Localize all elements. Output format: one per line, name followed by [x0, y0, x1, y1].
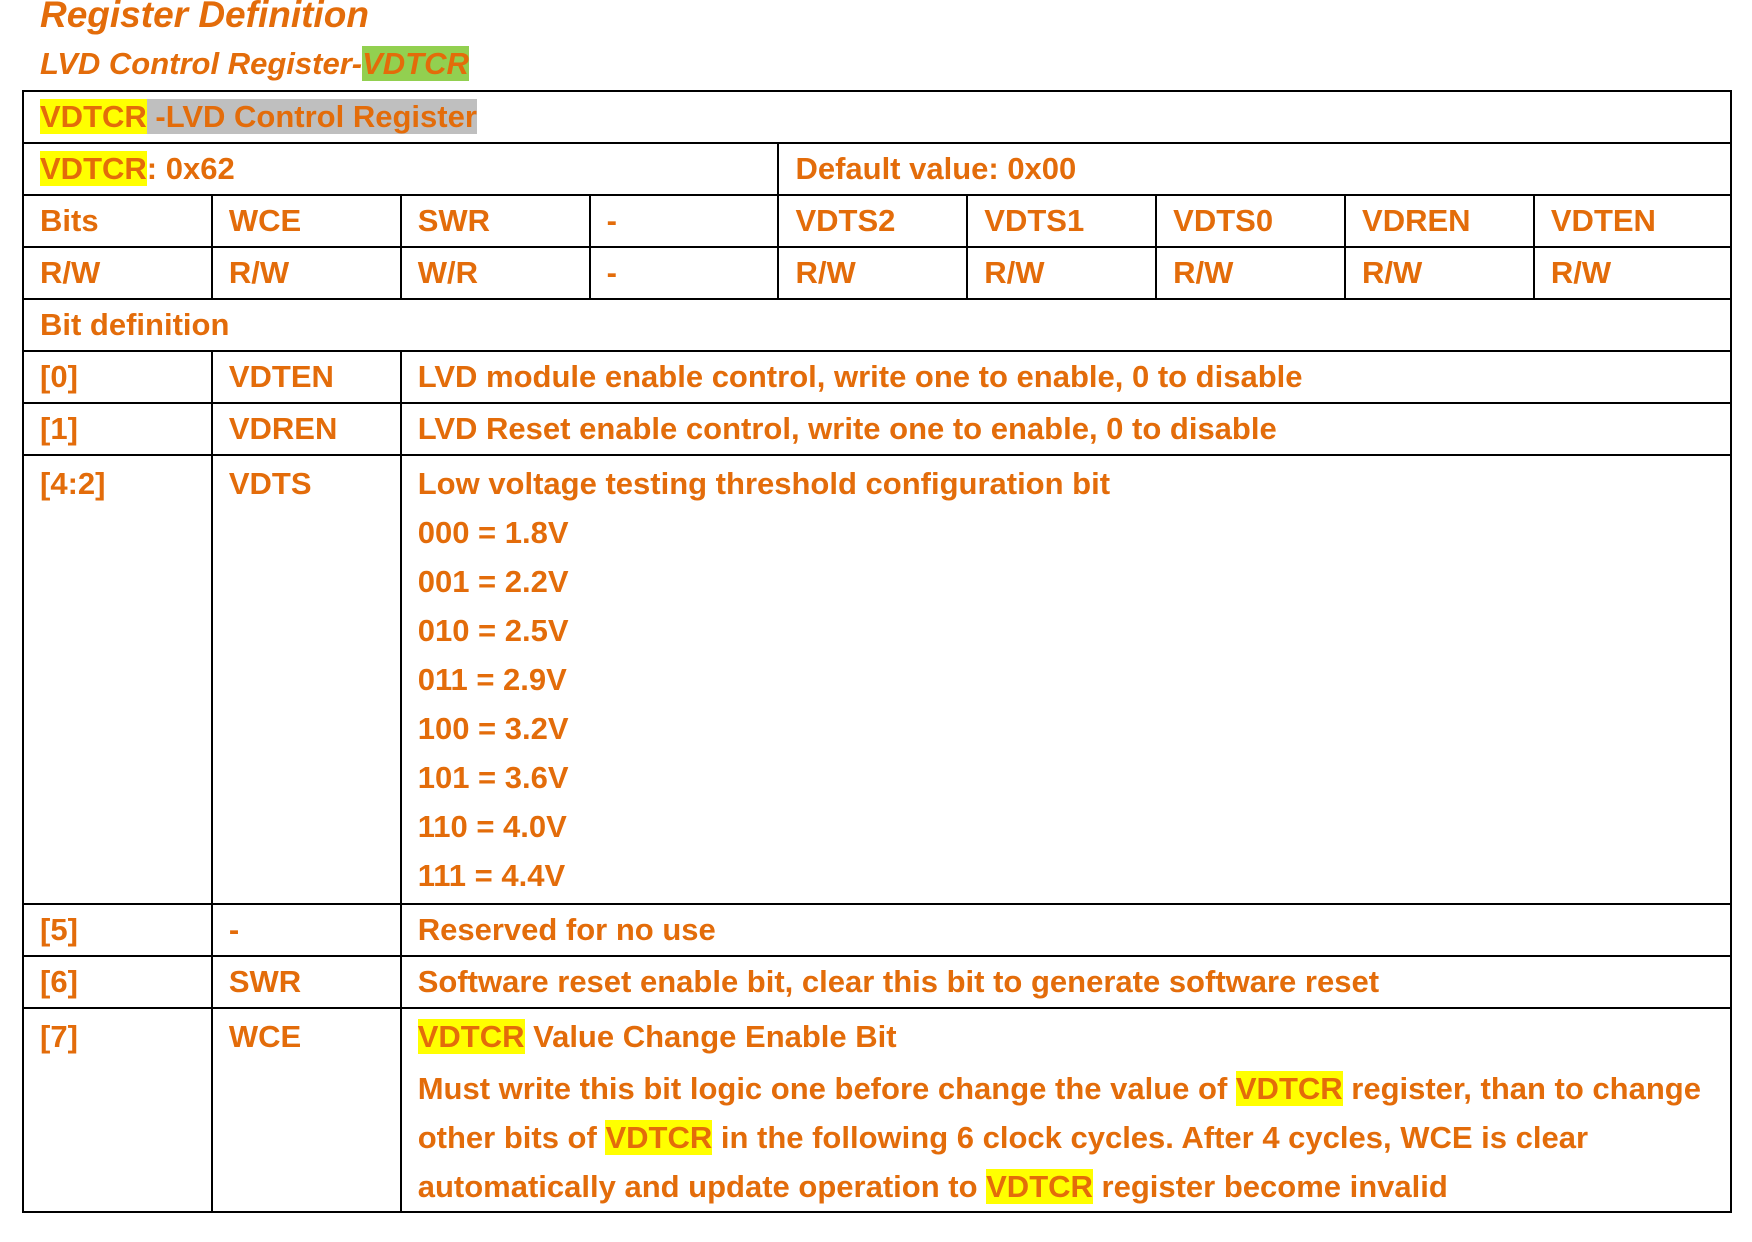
detail-register-name: VDTCR [605, 1120, 713, 1155]
definition-name: SWR [212, 956, 401, 1008]
detail-text: Must write this bit logic one before change the value of [417, 1071, 1236, 1106]
threshold-option: 100 = 3.2V [417, 711, 569, 746]
definition-bits-text: [7] [40, 1019, 78, 1054]
bits-header-cell: Bits [23, 195, 212, 247]
access-cell: R/W [23, 247, 212, 299]
bits-header-cell: - [590, 195, 779, 247]
title-text: -LVD Control Register [146, 99, 477, 134]
definition-desc-text [418, 1015, 1730, 1064]
subtitle-prefix: LVD Control Register- [40, 46, 363, 81]
definition-name-text: VDTS [228, 466, 312, 501]
definition-row [23, 1008, 1731, 1212]
detail-register-name: VDTCR [986, 1169, 1093, 1204]
bits-header-cell: VDTS0 [1156, 195, 1345, 247]
threshold-option: 110 = 4.0V [417, 809, 567, 844]
definition-row [23, 455, 1731, 904]
desc-text: Value Change Enable Bit [524, 1019, 897, 1054]
bits-header-cell: VDTS1 [967, 195, 1156, 247]
access-cell: R/W [778, 247, 967, 299]
definition-desc [401, 455, 1731, 904]
detail-text: register become invalid [1092, 1169, 1448, 1204]
bits-header-row [23, 195, 1731, 247]
bits-header-cell: VDTS2 [778, 195, 967, 247]
access-cell: W/R [401, 247, 590, 299]
definition-bits [23, 455, 212, 904]
table-title-row [23, 91, 1731, 143]
definition-desc: LVD Reset enable control, write one to enable, 0 to disable [401, 403, 1731, 455]
section-subtitle [40, 46, 469, 82]
access-cell: - [590, 247, 779, 299]
detail-text: in the following 6 clock cycles. After 4 cycles, WCE is clear automatically and update operation to [417, 1120, 1589, 1204]
definition-bits-text: [4:2] [40, 466, 106, 501]
definition-name: VDREN [212, 403, 401, 455]
definition-bits: [0] [23, 351, 212, 403]
definition-desc-text: Low voltage testing threshold configuration bit [417, 466, 1111, 501]
definition-name: VDTEN [212, 351, 401, 403]
page-title: Register Definition [40, 0, 369, 35]
detail-text: register, than to change other bits of [417, 1071, 1701, 1155]
access-cell: R/W [212, 247, 401, 299]
access-cell: R/W [1534, 247, 1731, 299]
definition-desc: Reserved for no use [401, 904, 1731, 956]
access-cell: R/W [1156, 247, 1345, 299]
bits-header-cell: WCE [212, 195, 401, 247]
definition-name [212, 1008, 401, 1212]
subtitle-register-name: VDTCR [362, 46, 469, 81]
definition-bits: [6] [23, 956, 212, 1008]
address-register-name: VDTCR [40, 151, 147, 186]
register-table [22, 90, 1732, 1213]
definition-desc: LVD module enable control, write one to enable, 0 to disable [401, 351, 1731, 403]
definition-detail [418, 1064, 1730, 1211]
definition-row [23, 351, 1731, 403]
definition-name: - [212, 904, 401, 956]
address-row [23, 143, 1731, 195]
definition-row [23, 403, 1731, 455]
table-title [40, 99, 477, 134]
definition-bits: [5] [23, 904, 212, 956]
bit-definition-header-row [23, 299, 1731, 351]
threshold-option: 101 = 3.6V [417, 760, 569, 795]
definition-bits [23, 1008, 212, 1212]
definition-desc [401, 1008, 1731, 1212]
threshold-option: 010 = 2.5V [417, 613, 569, 648]
bit-definition-label: Bit definition [23, 299, 1731, 351]
threshold-option: 001 = 2.2V [417, 564, 569, 599]
default-value-cell: Default value: 0x00 [778, 143, 1731, 195]
threshold-option: 111 = 4.4V [417, 858, 566, 893]
access-row [23, 247, 1731, 299]
access-cell: R/W [967, 247, 1156, 299]
threshold-option: 011 = 2.9V [417, 662, 567, 697]
table-title-cell [23, 91, 1731, 143]
title-register-name: VDTCR [40, 99, 147, 134]
definition-name [212, 455, 401, 904]
bits-header-cell: SWR [401, 195, 590, 247]
definition-row [23, 956, 1731, 1008]
definition-bits: [1] [23, 403, 212, 455]
address-cell [23, 143, 778, 195]
access-cell: R/W [1345, 247, 1534, 299]
desc-register-name: VDTCR [417, 1019, 525, 1054]
threshold-option: 000 = 1.8V [417, 515, 569, 550]
bits-header-cell: VDREN [1345, 195, 1534, 247]
address-value: : 0x62 [146, 151, 235, 186]
detail-register-name: VDTCR [1235, 1071, 1343, 1106]
definition-row [23, 904, 1731, 956]
bits-header-cell: VDTEN [1534, 195, 1731, 247]
definition-name-text: WCE [228, 1019, 302, 1054]
definition-desc: Software reset enable bit, clear this bit to generate software reset [401, 956, 1731, 1008]
